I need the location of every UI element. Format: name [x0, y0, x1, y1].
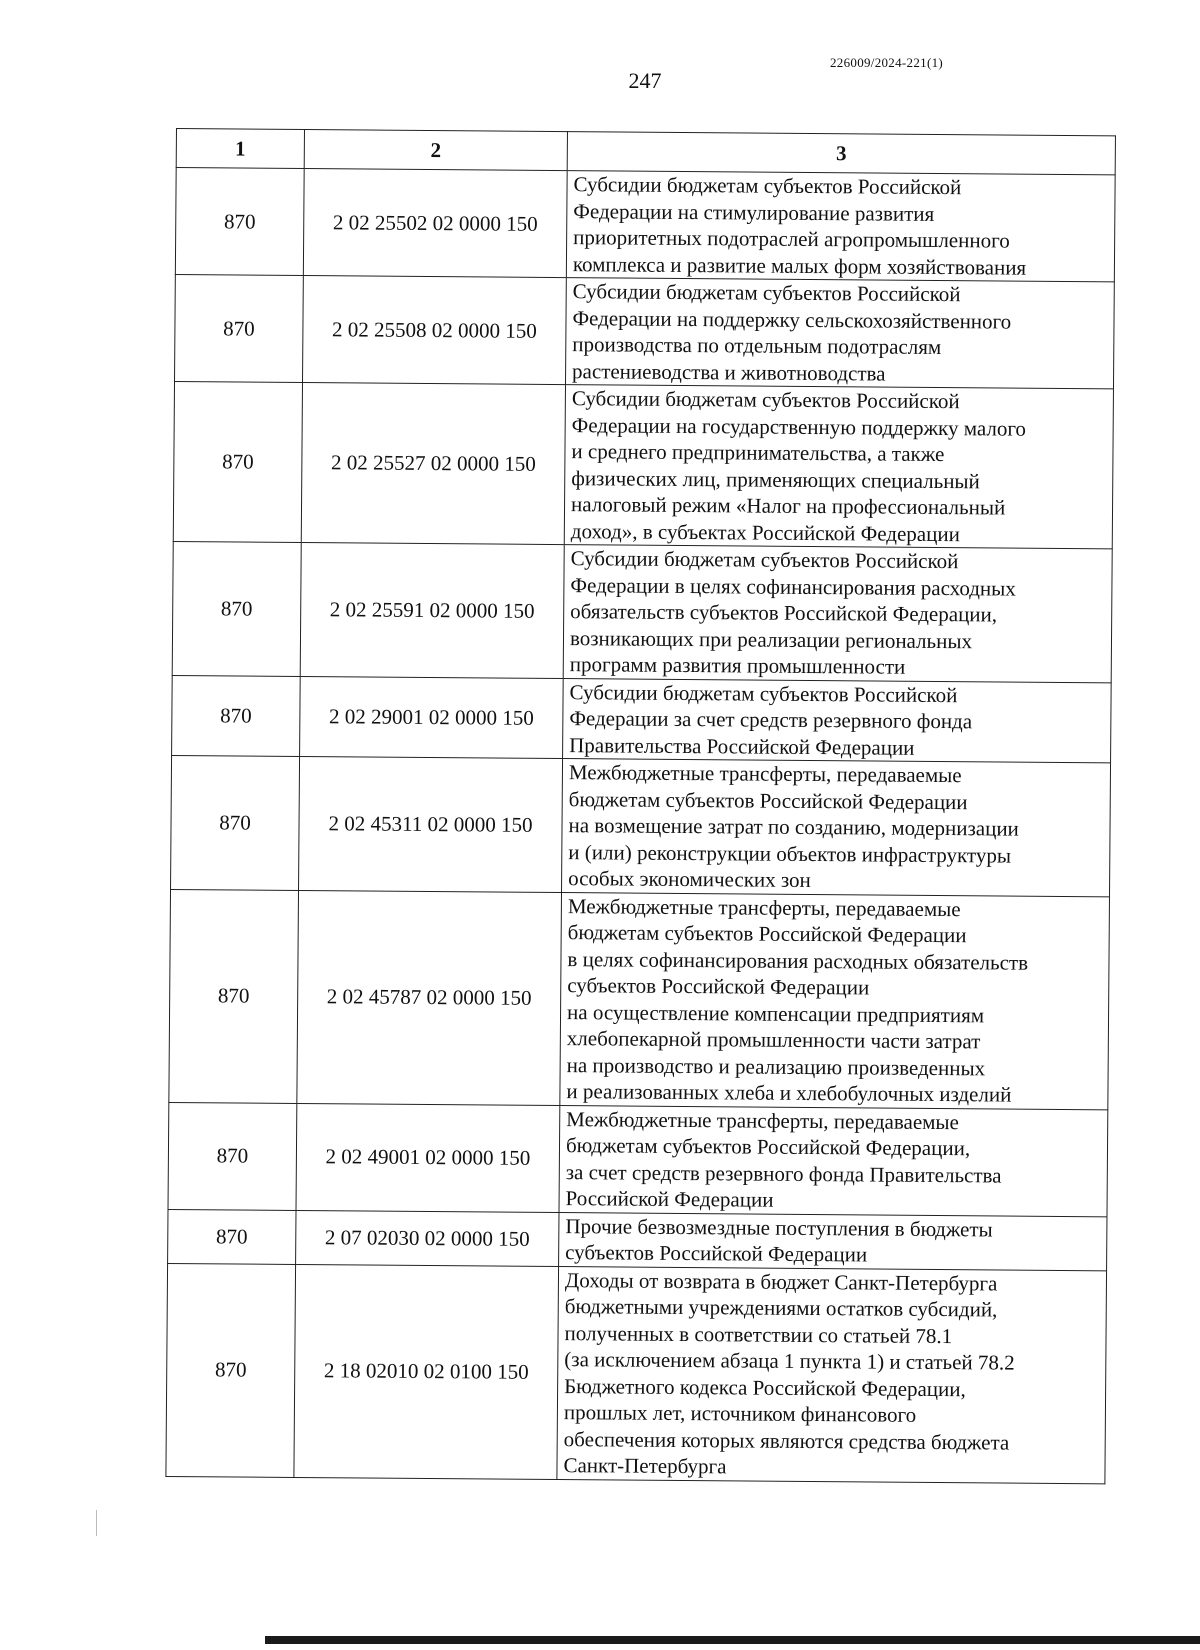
description-line: хлебопекарной промышленности части затрат [566, 1026, 981, 1054]
description-line: за счет средств резервного фонда Правительства [565, 1159, 1002, 1188]
admin-code-cell: 870 [175, 274, 304, 382]
description-line: бюджетам субъектов Российской Федерации [567, 920, 967, 948]
description-line: и реализованных хлеба и хлебобулочных изделий [566, 1079, 1012, 1107]
column-header-3: 3 [567, 132, 1115, 175]
description-line: полученных в соответствии со статьей 78.1 [564, 1320, 953, 1348]
budget-code-cell: 2 02 25508 02 0000 150 [303, 276, 567, 385]
description-cell [565, 278, 1114, 389]
scan-edge-bar [265, 1636, 1200, 1644]
description-line: налоговый режим «Налог на профессиональный [570, 492, 1006, 520]
description-line: Федерации на стимулирование развития [573, 198, 935, 226]
description-line: Межбюджетные трансферты, передаваемые [566, 1106, 960, 1134]
description-line: особых экономических зон [568, 866, 811, 893]
table-row [169, 889, 1110, 1109]
description-line: Федерации на государственную поддержку малого [571, 412, 1027, 441]
budget-code-cell: 2 02 49001 02 0000 150 [296, 1103, 560, 1212]
admin-code-cell: 870 [169, 889, 299, 1103]
table-row [175, 274, 1115, 388]
description-line: программ развития промышленности [569, 652, 906, 679]
table-row [172, 541, 1112, 682]
table-row [168, 1102, 1108, 1216]
budget-code-cell: 2 02 25502 02 0000 150 [303, 169, 567, 278]
table-body [166, 168, 1115, 1484]
description-line: Межбюджетные трансферты, передаваемые [568, 760, 962, 788]
description-line: на возмещение затрат по созданию, модернизации [568, 813, 1019, 841]
scan-artifact [96, 1510, 97, 1536]
admin-code-cell: 870 [166, 1263, 296, 1477]
description-line: доход», в субъектах Российской Федерации [570, 518, 961, 546]
description-line: (за исключением абзаца 1 пункта 1) и статьей 78.2 [564, 1347, 1015, 1375]
description-line: Субсидии бюджетам субъектов Российской [569, 679, 958, 707]
description-line: субъектов Российской Федерации [565, 1240, 868, 1267]
description-line: Доходы от возврата в бюджет Санкт-Петербурга [564, 1267, 998, 1295]
description-line: в целях софинансирования расходных обязательств [567, 946, 1029, 975]
description-line: Федерации за счет средств резервного фонда [569, 706, 973, 734]
description-line: бюджетам субъектов Российской Федерации [568, 786, 968, 814]
admin-code-cell: 870 [168, 1102, 297, 1210]
table-row [168, 1209, 1107, 1270]
admin-code-cell: 870 [172, 675, 301, 757]
description-cell [557, 1266, 1107, 1483]
description-cell [560, 892, 1110, 1109]
column-header-1: 1 [176, 129, 304, 169]
column-header-2: 2 [304, 130, 567, 171]
description-line: Правительства Российской Федерации [569, 732, 915, 760]
description-line: Санкт-Петербурга [563, 1453, 727, 1479]
description-line: возникающих при реализации региональных [569, 625, 973, 653]
description-line: прошлых лет, источником финансового [563, 1400, 917, 1427]
admin-code-cell: 870 [172, 541, 301, 676]
description-line: производства по отдельным подотраслям [572, 332, 942, 360]
table-row [166, 1263, 1107, 1483]
budget-code-cell: 2 02 25591 02 0000 150 [300, 542, 564, 678]
admin-code-cell: 870 [171, 755, 300, 890]
description-cell [566, 171, 1115, 282]
description-line: Федерации в целях софинансирования расходных [570, 572, 1016, 601]
description-cell [559, 1212, 1107, 1270]
description-cell [563, 678, 1112, 763]
description-line: субъектов Российской Федерации [567, 973, 870, 1000]
description-line: на производство и реализацию произведенных [566, 1052, 986, 1080]
description-line: приоритетных подотраслей агропромышленного [573, 225, 1010, 253]
budget-codes-table [165, 128, 1116, 1484]
description-line: Субсидии бюджетам субъектов Российской [570, 546, 959, 574]
description-line: Межбюджетные трансферты, передаваемые [567, 893, 961, 921]
description-cell [564, 385, 1113, 549]
budget-code-cell: 2 02 25527 02 0000 150 [301, 383, 565, 545]
description-line: комплекса и развитие малых форм хозяйствования [572, 251, 1027, 280]
description-line: Субсидии бюджетам субъектов Российской [572, 279, 961, 307]
admin-code-cell: 870 [168, 1209, 296, 1264]
budget-code-cell: 2 02 45311 02 0000 150 [299, 756, 563, 892]
table-row [172, 675, 1112, 763]
description-line: растениеводства и животноводства [572, 358, 886, 386]
description-cell [563, 545, 1112, 683]
table-row [175, 168, 1115, 282]
description-line: обязательств субъектов Российской Федерации, [570, 599, 998, 627]
table-row [173, 381, 1113, 548]
description-line: Субсидии бюджетам субъектов Российской [573, 172, 962, 200]
admin-code-cell: 870 [173, 381, 302, 542]
description-line: обеспечения которых являются средства бюджета [563, 1426, 1010, 1455]
page-number: 247 [628, 68, 662, 93]
budget-code-cell: 2 07 02030 02 0000 150 [296, 1210, 559, 1266]
description-line: и среднего предпринимательства, а также [571, 439, 945, 467]
description-line: на осуществление компенсации предприятиям [566, 999, 985, 1027]
table-row [171, 755, 1111, 896]
document-id: 226009/2024-221(1) [830, 55, 943, 70]
description-line: бюджетными учреждениями остатков субсидий, [564, 1294, 998, 1322]
description-line: физических лиц, применяющих специальный [571, 465, 980, 493]
description-line: бюджетам субъектов Российской Федерации, [565, 1133, 971, 1161]
description-line: Федерации на поддержку сельскохозяйственного [572, 305, 1012, 334]
budget-code-cell: 2 02 29001 02 0000 150 [300, 676, 564, 759]
budget-code-cell: 2 18 02010 02 0100 150 [294, 1264, 559, 1479]
description-cell [559, 1105, 1108, 1216]
description-line: и (или) реконструкции объектов инфраструктуры [568, 839, 1012, 868]
description-line: Прочие безвозмездные поступления в бюджеты [565, 1213, 993, 1241]
budget-code-cell: 2 02 45787 02 0000 150 [297, 890, 562, 1105]
description-line: Субсидии бюджетам субъектов Российской [571, 386, 960, 414]
admin-code-cell: 870 [175, 168, 304, 276]
description-line: Бюджетного кодекса Российской Федерации, [564, 1373, 966, 1401]
description-cell [562, 759, 1111, 897]
description-line: Российской Федерации [565, 1186, 774, 1212]
